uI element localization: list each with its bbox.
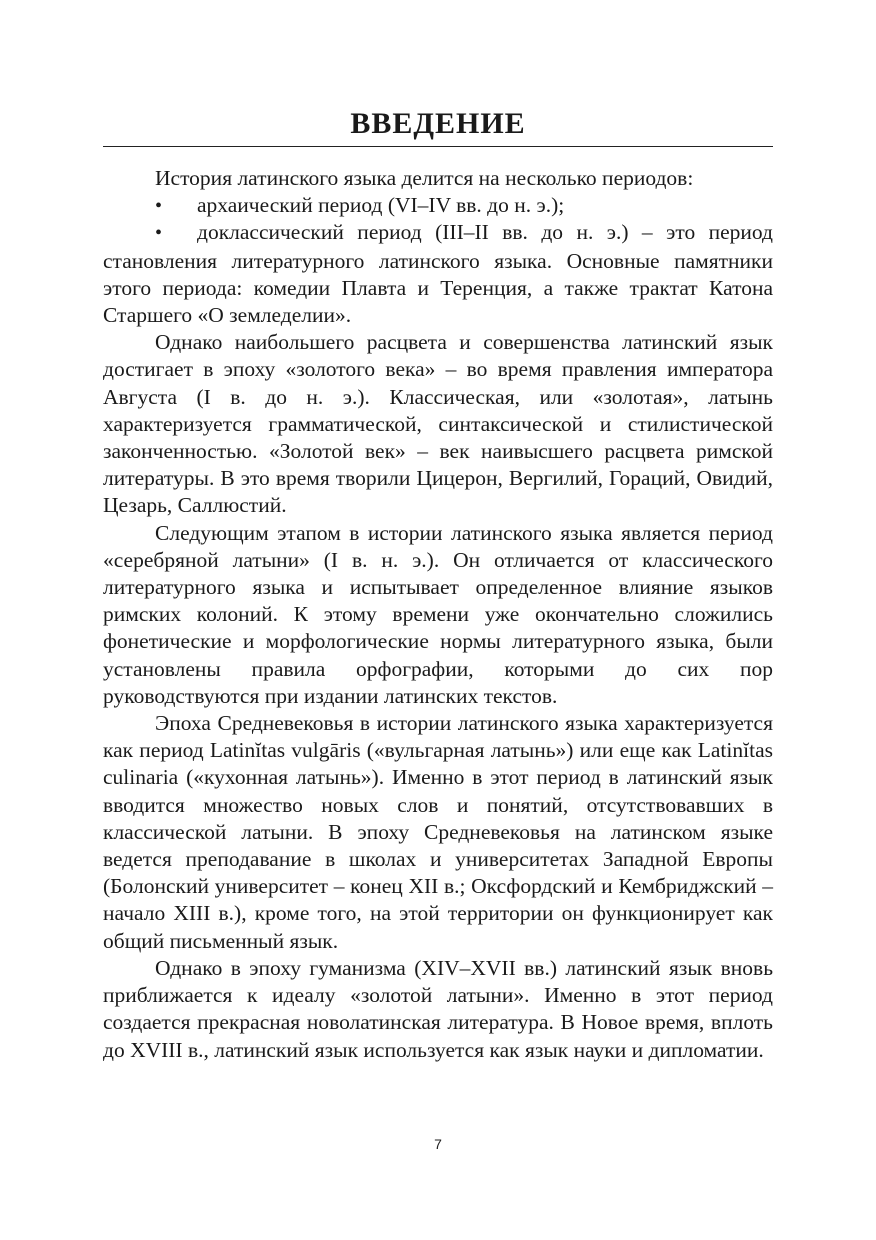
body-text (103, 165, 773, 1064)
paragraph: Однако наибольшего расцвета и совершенства латинский язык достигает в эпоху «золотого века» – во время правления императора Августа (I в. до н. э.). Классическая, или «золотая», латынь характеризуется грамматической, синтаксической и стилистической законченностью. «Золотой век» – век наивысшего расцвета римской литературы. В это время творили Цицерон, Вергилий, Гораций, Овидий, Цезарь, Саллюстий. (103, 330, 773, 518)
bullet-item (103, 219, 773, 329)
paragraph: Следующим этапом в истории латинского языка является период «серебряной латыни» (I в. н. э.). Он отличается от классического литературного языка и испытывает определенное влияние языков римских колоний. К этому времени уже окончательно сложились фонетические и морфологические нормы литературного языка, были установлены правила орфографии, которыми до сих пор руководствуются при издании латинских текстов. (103, 520, 773, 708)
paragraph: Однако в эпоху гуманизма (XIV–XVII вв.) латинский язык вновь приближается к идеалу «золотой латыни». Именно в этот период создается прекрасная новолатинская литература. В Новое время, вплоть до XVIII в., латинский язык используется как язык науки и дипломатии. (103, 955, 773, 1062)
paragraph: Эпоха Средневековья в истории латинского языка характеризуется как период Latinĭtas vulgāris («вульгарная латынь») или еще как Latinĭtas culinaria («кухонная латынь»). Именно в этот период в латинский язык вводится множество новых слов и понятий, отсутствовавших в классической латыни. В эпоху Средневековья на латинском языке ведется преподавание в школах и университетах Западной Европы (Болонский университет – конец XII в.; Оксфордский и Кембриджский – начало XIII в.), кроме того, на этой территории он функционирует как общий письменный язык. (103, 711, 773, 953)
bullet-text: архаический период (VI–IV вв. до н. э.); (197, 193, 565, 218)
bullet-icon (155, 219, 197, 247)
page-number: 7 (434, 1136, 442, 1152)
bullet-item (103, 192, 773, 219)
bullet-icon (155, 192, 197, 220)
bullet-text: доклассический период (III–II вв. до н. э.) – это период становления литературного латинского языка. Основные памятники этого периода: комедии Плавта и Теренция, а также трактат Катона Старшего «О земледелии». (103, 220, 773, 328)
page-content (103, 100, 773, 1064)
intro-paragraph: История латинского языка делится на несколько периодов: (155, 166, 694, 190)
page-title: ВВЕДЕНИЕ (350, 107, 526, 140)
title-underline (103, 146, 773, 147)
